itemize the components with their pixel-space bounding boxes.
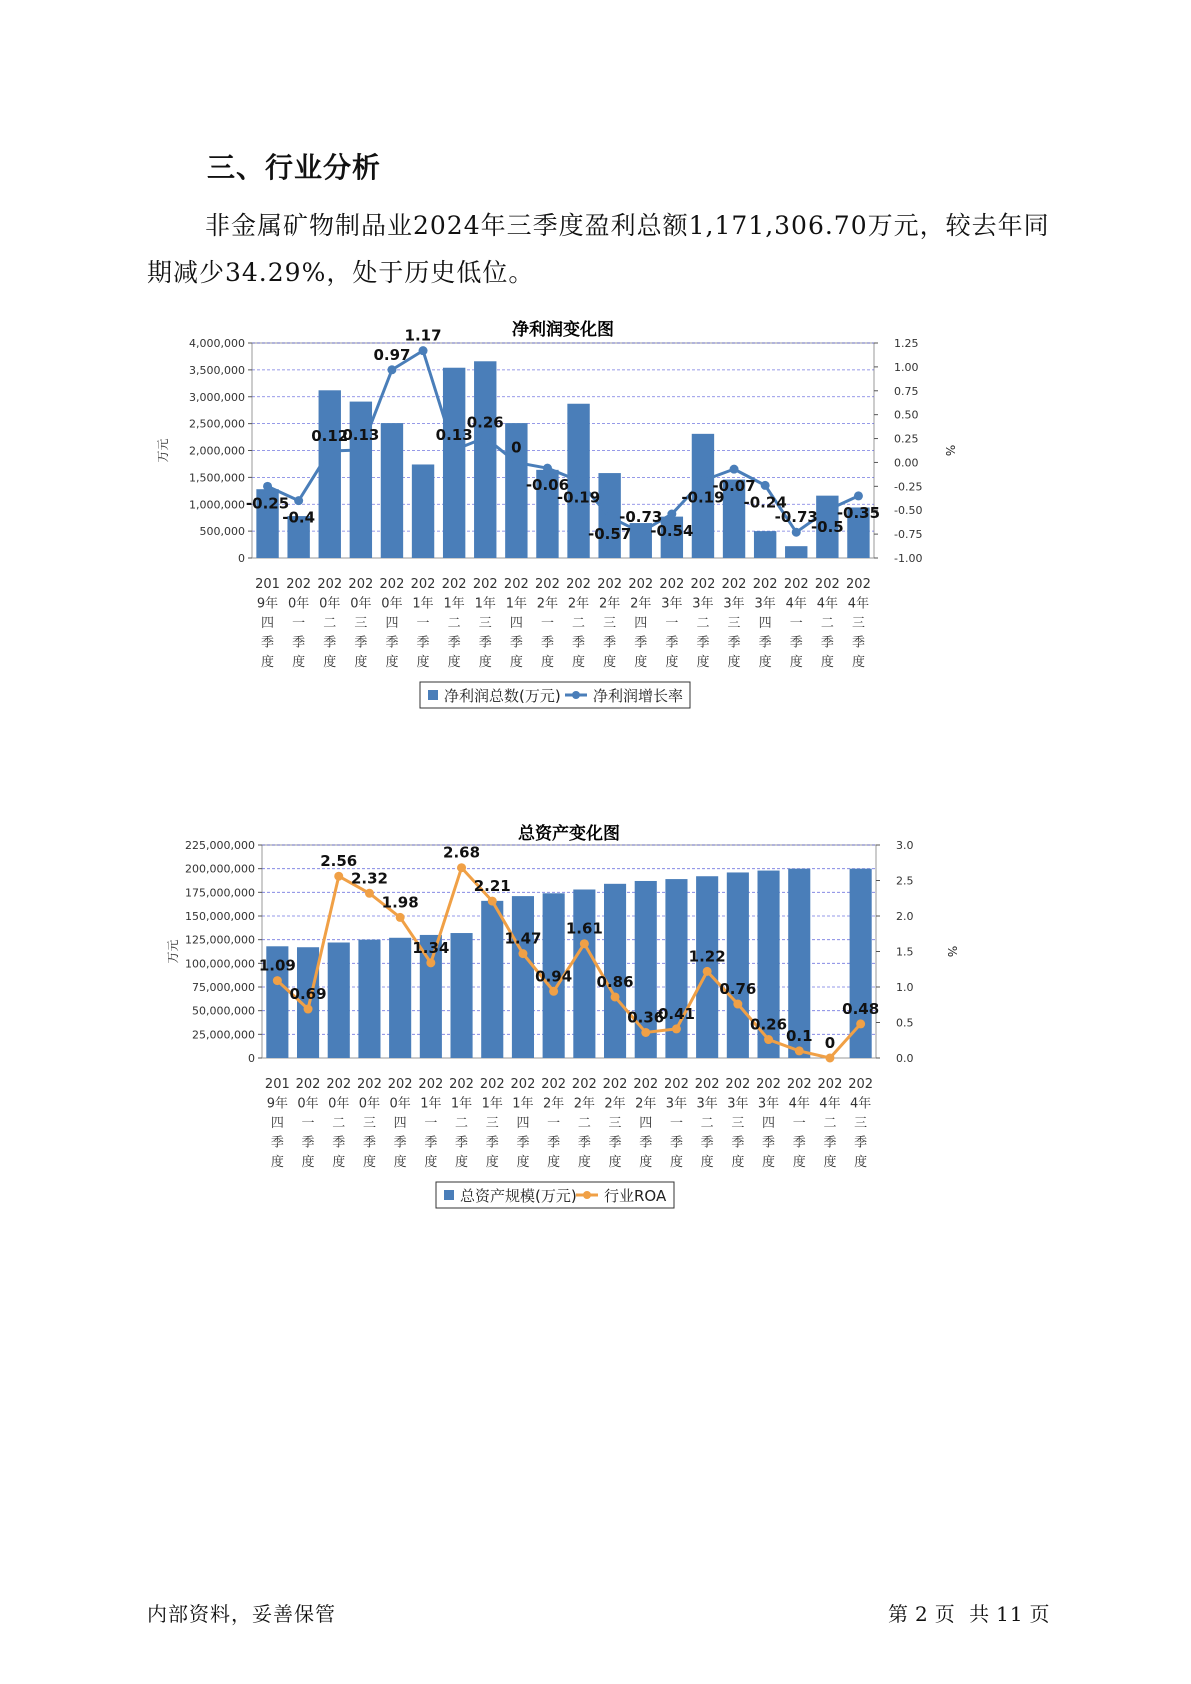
y-tick-label: 2,000,000: [189, 444, 245, 458]
bar: [785, 546, 807, 558]
x-tick-label: 202 1年四季度: [503, 577, 529, 670]
line-point: [419, 346, 428, 355]
data-label: -0.54: [650, 522, 694, 541]
x-tick-label: 202 4年一季度: [783, 577, 809, 670]
y-tick-label: 0: [248, 1052, 255, 1065]
data-label: 0.1: [785, 1026, 813, 1045]
y-tick-label: 0: [238, 552, 245, 565]
line-point: [667, 510, 676, 519]
legend-bar-swatch: [444, 1190, 454, 1200]
page-number: 2: [915, 1602, 929, 1626]
line-point: [580, 939, 589, 948]
y-tick-label: 1,000,000: [189, 498, 245, 512]
y-tick-label: 175,000,000: [185, 886, 255, 900]
line-point: [730, 465, 739, 474]
x-tick-label: 202 1年二季度: [441, 577, 467, 670]
line-point: [795, 1046, 804, 1055]
bar: [850, 869, 872, 1058]
total-pages: 11: [996, 1602, 1024, 1626]
data-label: -0.73: [774, 508, 818, 527]
line-point: [450, 446, 459, 455]
x-tick-label: 202 3年三季度: [721, 577, 747, 670]
data-label: 0.48: [842, 999, 880, 1018]
line-point: [636, 528, 645, 537]
data-label: -0.57: [588, 524, 632, 543]
y-tick-label: 225,000,000: [185, 839, 255, 852]
page-label-suffix: 页: [934, 1602, 956, 1626]
data-label: -0.19: [681, 488, 725, 507]
line-point: [703, 967, 712, 976]
y2-tick-label: -0.75: [894, 528, 923, 542]
x-tick-label: 202 2年二季度: [571, 1077, 597, 1170]
x-tick-label: 202 2年三季度: [597, 577, 623, 670]
y-tick-label: 25,000,000: [192, 1028, 255, 1042]
x-tick-label: 202 1年四季度: [510, 1077, 536, 1170]
x-tick-label: 202 0年一季度: [295, 1077, 321, 1170]
net-profit-chart: [156, 315, 1030, 780]
total-assets-chart: [166, 812, 1030, 1282]
data-label: -0.25: [245, 494, 290, 513]
y-axis-label: 万元: [156, 438, 170, 463]
total-label-suffix: 页: [1029, 1602, 1051, 1626]
line-point: [304, 1005, 313, 1014]
bar: [573, 889, 595, 1058]
y2-tick-label: 3.0: [896, 839, 914, 852]
y-tick-label: 100,000,000: [185, 957, 255, 971]
y-tick-label: 1,500,000: [189, 471, 245, 485]
y2-tick-label: -1.00: [894, 552, 923, 565]
x-tick-label: 202 1年一季度: [410, 577, 436, 670]
data-label: 1.22: [688, 947, 726, 966]
line-point: [543, 464, 552, 473]
section-title: 三、行业分析: [207, 151, 382, 184]
bar: [512, 896, 534, 1058]
line-point: [294, 496, 303, 505]
x-tick-label: 202 3年四季度: [756, 1077, 781, 1170]
data-label: 1.98: [381, 893, 419, 912]
y2-tick-label: 1.0: [896, 981, 914, 994]
x-tick-label: 202 1年二季度: [449, 1077, 474, 1170]
legend-bar-label: 总资产规模(万元): [460, 1187, 577, 1205]
line-point: [396, 913, 405, 922]
data-label: 1.17: [404, 326, 442, 345]
line-point: [457, 863, 466, 872]
y-tick-label: 3,500,000: [189, 363, 245, 377]
data-label: 2.68: [443, 843, 481, 862]
y-tick-label: 75,000,000: [192, 981, 255, 994]
legend-line-marker: [583, 1191, 591, 1199]
y2-tick-label: -0.25: [894, 480, 923, 494]
data-label: -0.24: [743, 493, 787, 512]
x-tick-label: 202 3年二季度: [694, 1077, 720, 1170]
x-tick-label: 202 4年三季度: [848, 1077, 874, 1170]
y2-tick-label: 2.0: [896, 910, 914, 923]
x-tick-label: 202 3年三季度: [725, 1077, 751, 1170]
x-tick-label: 202 0年三季度: [348, 577, 374, 670]
y2-tick-label: 0.0: [896, 1052, 914, 1065]
y2-tick-label: 0.5: [896, 1016, 914, 1030]
analysis-paragraph: 非金属矿物制品业2024年三季度盈利总额1,171,306.70万元，较去年同期减少34.29%，处于历史低位。: [147, 211, 1050, 287]
x-tick-label: 202 3年一季度: [659, 577, 685, 670]
bar: [481, 901, 503, 1058]
chart-title: 净利润变化图: [512, 320, 614, 340]
data-label: 2.56: [320, 852, 358, 871]
x-tick-label: 202 2年一季度: [535, 577, 560, 670]
x-tick-label: 202 4年二季度: [814, 577, 840, 670]
legend-line-label: 净利润增长率: [593, 687, 684, 705]
y-tick-label: 3,000,000: [189, 390, 245, 404]
total-label-prefix: 共: [969, 1602, 991, 1626]
bar: [443, 368, 465, 558]
y2-tick-label: 1.5: [896, 945, 914, 959]
line-point: [263, 482, 272, 491]
x-tick-label: 202 2年四季度: [633, 1077, 659, 1170]
line-point: [792, 528, 801, 537]
line-point: [488, 897, 497, 906]
bar: [358, 940, 380, 1058]
x-tick-label: 202 3年四季度: [752, 577, 778, 670]
line-point: [611, 992, 620, 1001]
data-label: -0.5: [810, 518, 844, 537]
x-tick-label: 202 4年三季度: [846, 577, 871, 670]
bar: [754, 531, 776, 558]
line-point: [356, 446, 365, 455]
y-tick-label: 200,000,000: [185, 862, 255, 876]
data-label: 2.21: [473, 877, 511, 896]
total-assets-chart-svg: [166, 812, 1030, 1282]
y2-tick-label: 0.50: [894, 408, 919, 422]
y2-axis-label: %: [943, 444, 957, 457]
x-tick-label: 202 0年四季度: [379, 577, 405, 670]
data-label: 0.69: [289, 985, 327, 1004]
y2-tick-label: 1.25: [894, 337, 919, 350]
x-tick-label: 202 2年三季度: [602, 1077, 628, 1170]
y2-tick-label: 0.25: [894, 432, 919, 446]
legend-bar-swatch: [428, 690, 438, 700]
data-label: -0.4: [282, 508, 316, 527]
bar: [727, 872, 749, 1058]
line-point: [518, 949, 527, 958]
line-point: [733, 1000, 742, 1009]
line-point: [365, 889, 374, 898]
data-label: 1.09: [258, 956, 296, 975]
y-tick-label: 125,000,000: [185, 933, 255, 947]
y2-tick-label: 1.00: [894, 360, 919, 374]
line-point: [512, 458, 521, 467]
data-label: -0.06: [525, 476, 570, 495]
line-point: [387, 365, 396, 374]
data-label: 0.41: [657, 1004, 695, 1023]
x-tick-label: 201 9年四季度: [255, 577, 280, 670]
bar: [389, 938, 411, 1058]
data-label: 0.86: [596, 972, 634, 991]
data-label: -0.73: [619, 508, 663, 527]
data-label: 1.61: [565, 919, 603, 938]
line-point: [825, 1054, 834, 1063]
y2-tick-label: 0.75: [894, 384, 919, 398]
data-label: 1.34: [412, 938, 450, 957]
legend-bar-label: 净利润总数(万元): [444, 687, 561, 705]
x-tick-label: 202 4年二季度: [817, 1077, 843, 1170]
chart-title: 总资产变化图: [518, 824, 620, 844]
x-tick-label: 201 9年四季度: [264, 1077, 290, 1170]
data-label: -0.35: [836, 503, 881, 522]
data-label: 0.26: [466, 413, 504, 432]
y2-axis-label: %: [945, 945, 959, 958]
x-tick-label: 202 1年三季度: [472, 577, 498, 670]
x-tick-label: 202 2年一季度: [541, 1077, 567, 1170]
data-label: 0.13: [342, 426, 380, 445]
bar: [381, 423, 403, 558]
data-label: -0.19: [556, 488, 601, 507]
y-tick-label: 150,000,000: [185, 910, 255, 923]
data-label: 1.47: [504, 929, 542, 948]
bar: [474, 361, 496, 558]
x-tick-label: 202 0年二季度: [326, 1077, 352, 1170]
y-tick-label: 2,500,000: [189, 417, 245, 431]
y2-tick-label: 2.5: [896, 874, 914, 888]
line-point: [854, 491, 863, 500]
y2-tick-label: -0.50: [894, 504, 923, 518]
line-point: [605, 512, 614, 521]
bar: [604, 884, 626, 1058]
line-point: [672, 1024, 681, 1033]
y-tick-label: 4,000,000: [189, 337, 245, 350]
data-label: 0.12: [311, 426, 349, 445]
bar: [412, 464, 434, 558]
x-tick-label: 202 3年二季度: [690, 577, 716, 670]
line-point: [426, 958, 435, 967]
data-label: -0.07: [712, 477, 756, 496]
data-label: 0.13: [435, 426, 473, 445]
legend-line-marker: [572, 691, 580, 699]
bar: [319, 390, 341, 558]
data-label: 0: [824, 1034, 836, 1052]
bar: [450, 933, 472, 1058]
data-label: 0: [511, 438, 522, 457]
line-point: [641, 1028, 650, 1037]
x-tick-label: 202 1年三季度: [479, 1077, 505, 1170]
line-point: [823, 506, 832, 515]
x-tick-label: 202 2年四季度: [628, 577, 654, 670]
y2-tick-label: 0.00: [894, 456, 919, 470]
data-label: 2.32: [350, 869, 388, 888]
footer-page-info: [888, 1598, 1057, 1627]
line-point: [761, 481, 770, 490]
legend-line-label: 行业ROA: [604, 1187, 667, 1205]
x-tick-label: 202 1年一季度: [418, 1077, 444, 1170]
line-point: [273, 976, 282, 985]
line-point: [325, 446, 334, 455]
x-tick-label: 202 4年一季度: [786, 1077, 812, 1170]
line-point: [764, 1035, 773, 1044]
net-profit-chart-svg: [156, 315, 1030, 780]
data-label: 0.94: [535, 967, 573, 986]
line-point: [574, 476, 583, 485]
x-tick-label: 202 3年一季度: [664, 1077, 689, 1170]
x-tick-label: 202 0年四季度: [387, 1077, 413, 1170]
footer-confidential-note: 内部资料，妥善保管: [147, 1602, 336, 1626]
x-tick-label: 202 0年二季度: [317, 577, 343, 670]
y-axis-label: 万元: [166, 939, 180, 964]
bar: [328, 943, 350, 1058]
y-tick-label: 500,000: [199, 525, 245, 539]
line-point: [856, 1019, 865, 1028]
data-label: 0.97: [373, 345, 411, 364]
line-point: [334, 872, 343, 881]
y-tick-label: 50,000,000: [192, 1004, 255, 1018]
x-tick-label: 202 0年三季度: [357, 1077, 382, 1170]
data-label: 0.36: [627, 1008, 665, 1027]
page-label-prefix: 第: [888, 1602, 909, 1626]
line-point: [549, 987, 558, 996]
x-tick-label: 202 2年二季度: [566, 577, 591, 670]
data-label: 0.76: [719, 980, 757, 999]
line-point: [698, 476, 707, 485]
data-label: 0.26: [750, 1015, 788, 1034]
x-tick-label: 202 0年一季度: [286, 577, 312, 670]
line-point: [481, 433, 490, 442]
